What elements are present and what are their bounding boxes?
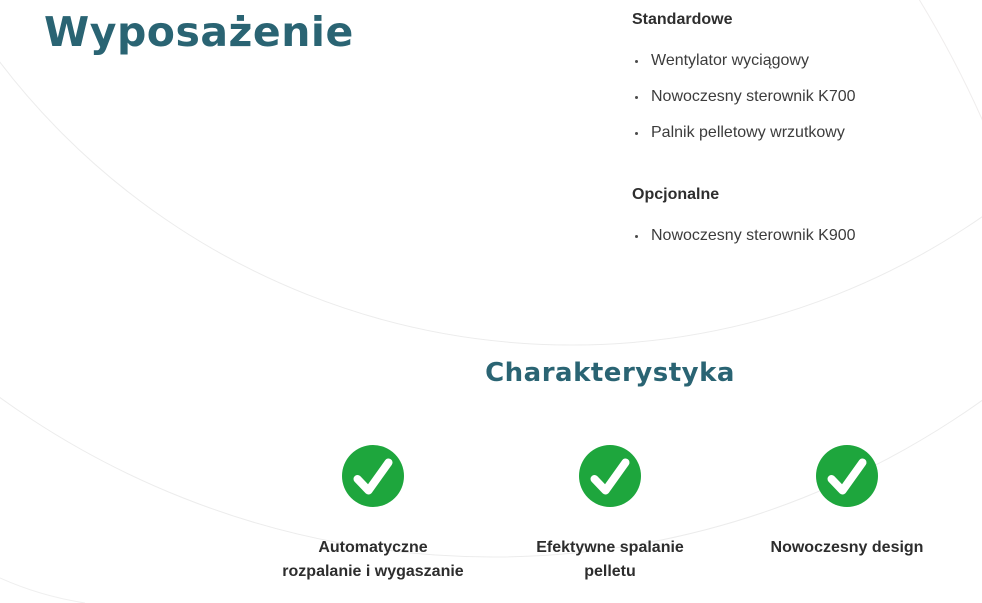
feature-item (737, 445, 957, 584)
feature-label: Nowoczesny design (770, 539, 924, 556)
page-title: Wyposażenie (44, 8, 354, 56)
check-icon (816, 445, 878, 507)
list-item (632, 122, 962, 144)
check-icon (342, 445, 404, 507)
bullet-icon (635, 132, 638, 135)
check-icon (579, 445, 641, 507)
list-item-label: Wentylator wyciągowy (651, 52, 809, 69)
list-item (632, 50, 962, 72)
check-circle (579, 445, 641, 507)
list-item (632, 225, 962, 247)
bullet-icon (635, 60, 638, 63)
optional-items-list (632, 225, 962, 247)
check-circle (342, 445, 404, 507)
equipment-lists (632, 10, 962, 247)
feature-item (500, 445, 720, 584)
equipment-section-standard (632, 10, 962, 144)
section-title-optional: Opcjonalne (632, 186, 720, 203)
list-item-label: Nowoczesny sterownik K900 (651, 227, 856, 244)
characteristics-title: Charakterystyka (485, 358, 735, 388)
features-row (263, 445, 957, 584)
list-item (632, 86, 962, 108)
list-item-label: Nowoczesny sterownik K700 (651, 88, 856, 105)
feature-label: Efektywne spalanie pelletu (536, 539, 684, 580)
standard-items-list (632, 50, 962, 144)
bullet-icon (635, 96, 638, 99)
feature-label: Automatyczne rozpalanie i wygaszanie (282, 539, 464, 580)
equipment-section-optional (632, 185, 962, 247)
section-title-standard: Standardowe (632, 11, 733, 28)
feature-item (263, 445, 483, 584)
check-circle (816, 445, 878, 507)
bullet-icon (635, 235, 638, 238)
list-item-label: Palnik pelletowy wrzutkowy (651, 124, 845, 141)
